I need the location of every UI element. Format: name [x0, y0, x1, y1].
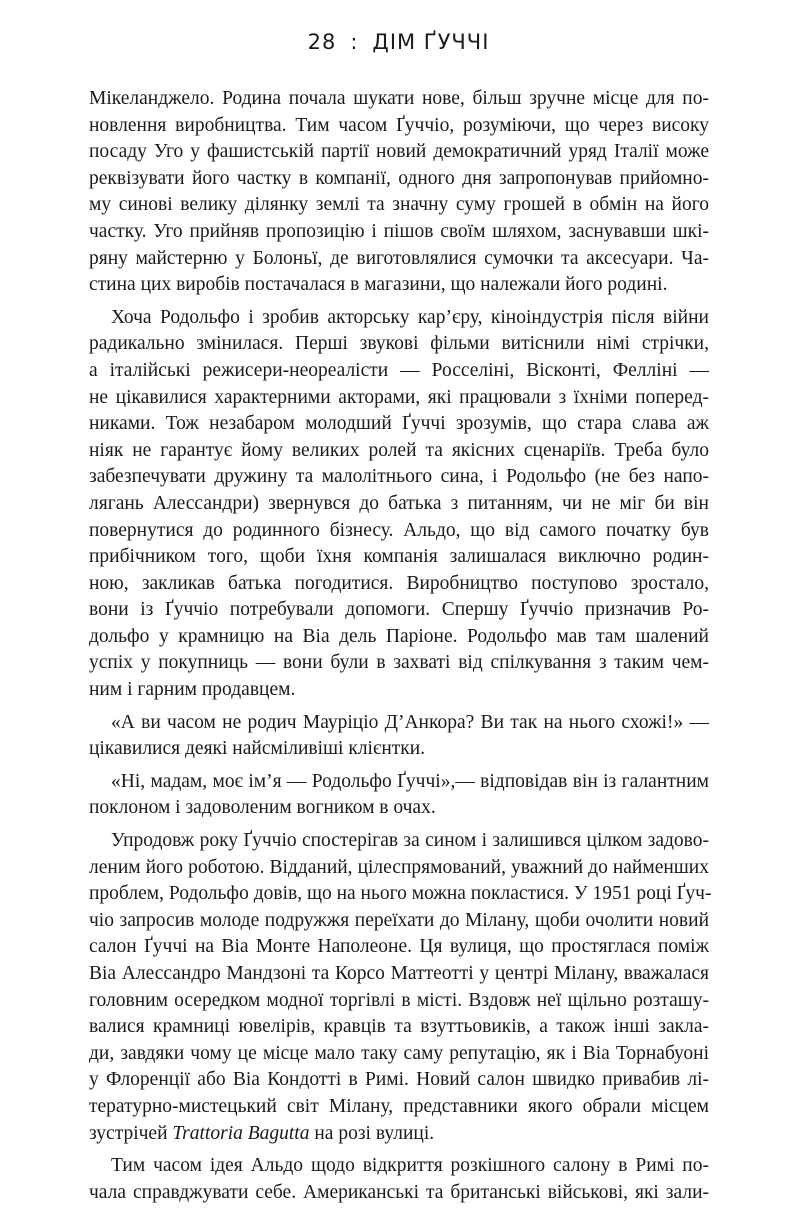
text-line: новлення виробництва. Тим часом Ґуччіо, розуміючи, що через високу — [89, 114, 709, 136]
text-line: частку. Уго прийняв пропозицію і пішов своїм шляхом, заснувавши шкі- — [89, 220, 709, 242]
paragraph-5 — [89, 828, 712, 1147]
text-line: лягань Алессандри) звернувся до батька з питанням, чи не міг би він — [89, 492, 709, 514]
text-line: головним осередком модної торгівлі в місті. Вздовж неї щільно розташу- — [89, 989, 709, 1011]
text-line: проблем, Родольфо довів, що на нього можна покластися. У 1951 році Ґуч- — [89, 883, 712, 905]
text-line: Віа Алессандро Мандзоні та Корсо Маттеотті у центрі Мілану, вважалася — [89, 963, 709, 984]
text-line: Мікеланджело. Родина почала шукати нове, більш зручне місце для по- — [89, 88, 709, 109]
paragraph-6 — [89, 1153, 709, 1206]
text-line: ніяк не гарантує йому великих ролей та якісних сценаріїв. Треба було — [89, 439, 709, 461]
text-line: салон Ґуччі на Віа Монте Наполеоне. Ця вулиця, що простяглася поміж — [89, 936, 709, 958]
paragraph-1 — [89, 86, 709, 299]
text-run: на розі вулиці. — [309, 1122, 435, 1144]
text-line: чала справджувати себе. Американські та британські військові, які зали- — [89, 1181, 709, 1203]
italic-venue-name: Trattoria Bagutta — [172, 1122, 310, 1144]
text-line: «А ви часом не родич Мауріціо Д’Анкора? Ви так на нього схожі!» — — [111, 711, 709, 733]
text-line: забезпечувати дружину та малолітнього сина, і Родольфо (не без напо- — [89, 466, 709, 488]
text-line: посаду Уго у фашистській партії новий демократичний уряд Італії може — [89, 141, 709, 163]
paragraph-3 — [89, 710, 709, 763]
text-line: успіх у покупниць — вони були в захваті від спілкування з таким чем- — [89, 652, 709, 674]
text-line: ди, завдяки чому це місце мало таку саму репутацію, як і Віа Торнабуоні — [89, 1042, 709, 1064]
text-line: поклоном і задоволеним вогником в очах. — [89, 797, 436, 819]
text-line — [89, 1121, 709, 1148]
text-line: вони із Ґуччіо потребували допомоги. Спершу Ґуччіо призначив Ро- — [89, 599, 709, 621]
paragraph-4 — [89, 769, 709, 822]
running-head — [0, 30, 797, 54]
text-line: чіо запросив молоде подружжя переїхати до Мілану, щоби очолити новий — [89, 909, 709, 931]
text-line: Хоча Родольфо і зробив акторську кар’єру, кіноіндустрія після війни — [111, 306, 709, 328]
text-line: радикально змінилася. Перші звукові фільми витіснили німі стрічки, — [89, 333, 709, 355]
text-line: прибічником того, щоби їхня компанія залишалася виключно родин- — [89, 546, 709, 568]
text-line: а італійські режисери-неореалісти — Росселіні, Вісконті, Фелліні — — [89, 359, 709, 381]
text-line: стина цих виробів постачалася в магазини, що належали його родині. — [89, 274, 668, 296]
text-line: не цікавилися характерними акторами, які працювали з їхніми поперед- — [89, 386, 709, 408]
text-line: леним його роботою. Відданий, цілеспрямований, уважний до найменших — [89, 856, 709, 878]
page-number: 28 — [307, 30, 337, 54]
text-line: валися крамниці ювелірів, кравців та взуттьовиків, а також інші закла- — [89, 1016, 709, 1038]
body-text — [89, 86, 712, 1212]
text-run: зустрічей — [89, 1122, 173, 1144]
text-line: ною, закликав батька погодитися. Виробництво поступово зростало, — [89, 572, 709, 594]
text-line: реквізувати його частку в компанії, одного дня запропонував прийомно- — [89, 167, 709, 189]
paragraph-2 — [89, 305, 709, 704]
text-line: Упродовж року Ґуччіо спостерігав за сином і залишився цілком задово- — [111, 830, 709, 852]
text-line: «Ні, мадам, моє ім’я — Родольфо Ґуччі»,— відповідав він із галантним — [111, 770, 709, 792]
text-line: дольфо у крамницю на Віа дель Паріоне. Родольфо мав там шалений — [89, 625, 709, 647]
text-line: тературно-мистецький світ Мілану, представники якого обрали місцем — [89, 1095, 709, 1117]
text-line: повернутися до родинного бізнесу. Альдо, що від самого початку був — [89, 519, 709, 541]
text-line: у Флоренції або Віа Кондотті в Римі. Новий салон швидко привабив лі- — [89, 1069, 709, 1091]
text-line: цікавилися деякі найсміливіші клієнтки. — [89, 738, 426, 760]
text-line: му синові велику ділянку землі та значну суму грошей в обмін на його — [89, 194, 709, 216]
text-line: ним і гарним продавцем. — [89, 679, 296, 701]
text-line: ряну майстерню у Болоньї, де виготовлялися сумочки та аксесуари. Ча- — [89, 247, 709, 269]
text-line: Тим часом ідея Альдо щодо відкриття розкішного салону в Римі по- — [111, 1155, 709, 1177]
header-separator: : — [350, 30, 359, 54]
text-line: никами. Тож незабаром молодший Ґуччі зрозумів, що стара слава аж — [89, 413, 709, 435]
book-title: ДІМ ҐУЧЧІ — [372, 30, 490, 54]
